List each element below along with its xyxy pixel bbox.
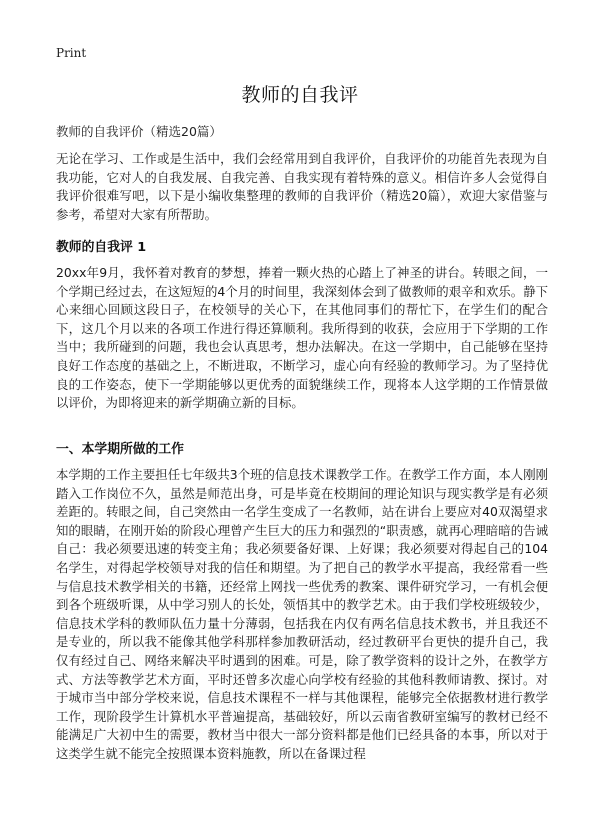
section-paragraph-2: 本学期的工作主要担任七年级共3个班的信息技术课教学工作。在教学工作方面，本人刚刚踏入工作岗位不久，虽然是师范出身，可是毕竟在校期间的理论知识与现实教学是有必须差距的。转眼之间，自己突然由一名学生变成了一名教师，站在讲台上要应对40双渴望求知的眼睛，在刚开始的阶段心理曾产生巨大的压力和强烈的“职责感，就再心理暗暗的告诫自己：我必须要迅速的转变主角；我必须要备好课、上好课；我必须要对得起自己的104名学生，对得起学校领导对我的信任和期望。为了把自己的教学水平提高，我经常看一些与信息技术教学相关的书籍，还经常上网找一些优秀的教案、课件研究学习，一有机会便到各个班级听课，从中学习别人的长处，领悟其中的教学艺术。由于我们学校班级较少，信息技术学科的教师队伍力量十分薄弱，包括我在内仅有两名信息技术教书，并且我还不是专业的，所以我不能像其他学科那样参加教研活动，经过教研平台更快的提升自己，我仅有经过自己、网络来解决平时遇到的困难。可是，除了教学资料的设计之外，在教学方式、方法等教学艺术方面，平时还曾多次虚心向学校有经验的其他科教师请教、探讨。对于城市当中部分学校来说，信息技术课程不一样与其他课程，能够完全依据教材进行教学工作，现阶段学生计算机水平普遍提高，基础较好，所以云南省教研室编写的教材已经不能满足广大初中生的需要，教材当中很大一部分资料都是他们已经具备的本事，所以对于这类学生就不能完全按照课本资料施教，所以在备课过程 — [56, 467, 548, 761]
print-label[interactable]: Print — [56, 46, 87, 60]
section-paragraph-1: 20xx年9月，我怀着对教育的梦想，捧着一颗火热的心踏上了神圣的讲台。转眼之间，一个学期已经过去，在这短短的4个月的时间里，我深刻体会到了做教师的艰辛和欢乐。静下心来细心回顾这段日子，在校领导的关心下，在其他同事们的帮忙下，在学生们的配合下，这几个月以来的各项工作进行得还算顺利。我所得到的收获，会应用于下学期的工作当中；我所碰到的问题，我也会认真思考，想办法解决。在这一学期中，自己能够在坚持良好工作态度的基础之上，不断进取，不断学习，虚心向有经验的教师学习。为了坚持优良的工作姿态，使下一学期能够以更优秀的面貌继续工作，现将本人这学期的工作情景做以评价，为即将迎来的新学期确立新的目标。 — [56, 265, 548, 411]
subsection-heading: 一、本学期所做的工作 — [56, 442, 184, 457]
section-heading: 教师的自我评 1 — [56, 240, 147, 255]
intro-paragraph: 无论在学习、工作或是生活中，我们会经常用到自我评价，自我评价的功能首先表现为自我功能，它对人的自我发展、自我完善、自我实现有着特殊的意义。相信许多人会觉得自我评价很难写吧，以下是小编收集整理的教师的自我评价（精选20篇），欢迎大家借鉴与参考，希望对大家有所帮助。 — [56, 151, 548, 222]
document-subtitle: 教师的自我评价（精选20篇） — [56, 124, 222, 139]
page-title: 教师的自我评 — [241, 84, 359, 106]
